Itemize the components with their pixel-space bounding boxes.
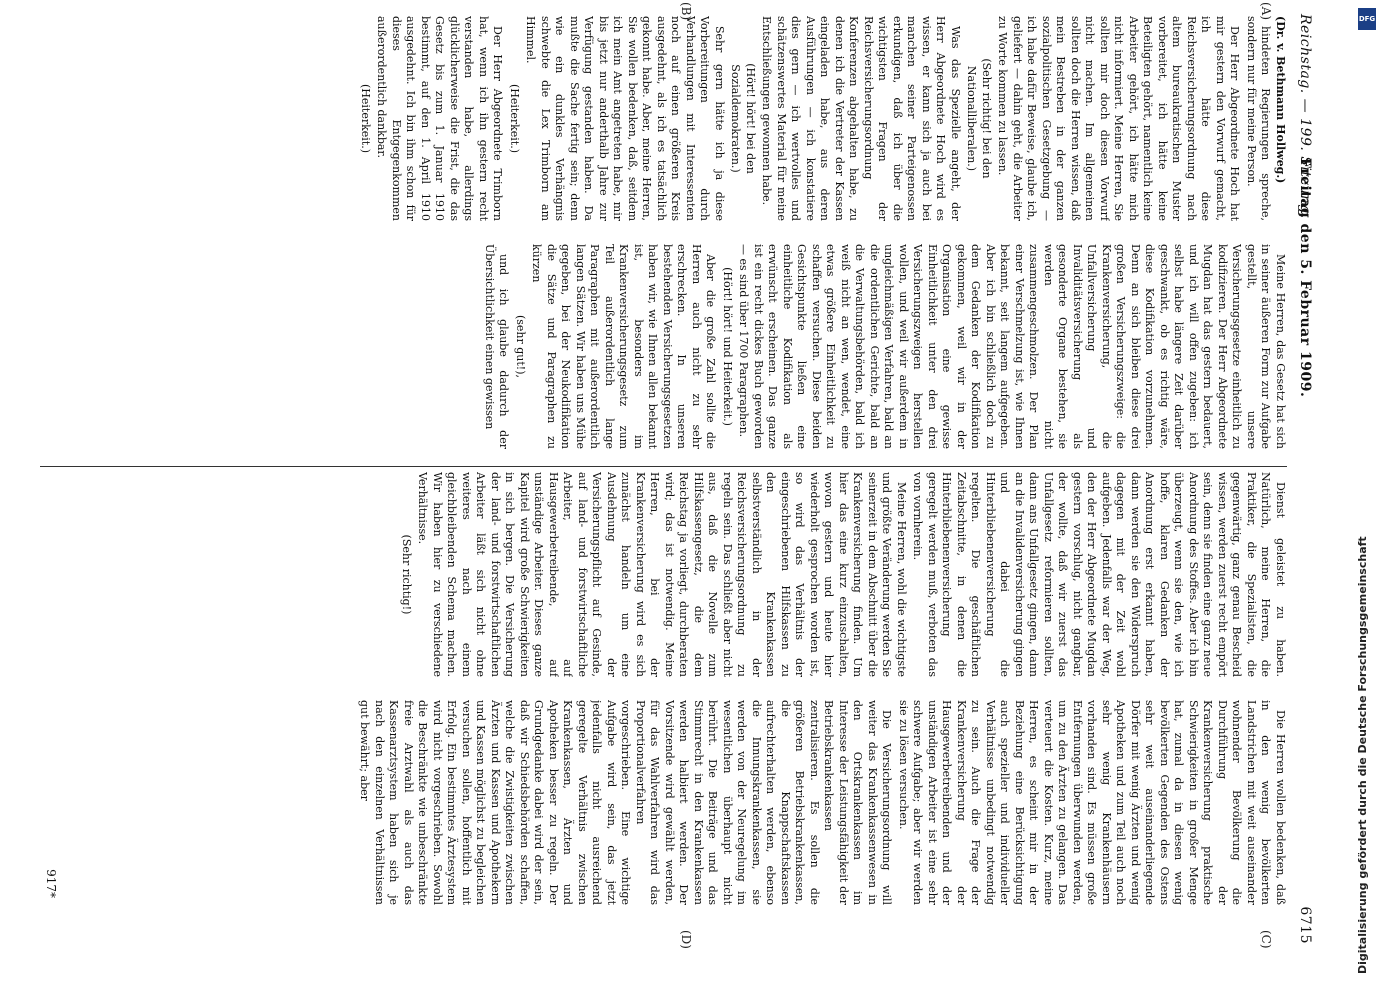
digitization-credit [1354,15,1382,974]
paragraph: Sehr gern hätte ich ja diese Vorbereitungen durch Verhandlungen mit Interessenten noch auf einen größeren Kreis ausgedehnt, als ich es tatsächlich gekonnt habe. Aber, meine Herren, Sie wollen bedenken, daß, seitdem ich mein Amt angetreten habe, mir bis jetzt nur anderthalb Jahre zur Verfügung gestanden haben. Da mußte die Sache fertig sein; denn wie ein dunkles Verhängnis schwebte die Lex Trimborn am Himmel. [524,16,726,221]
column-divider [40,466,1287,467]
dfg-logo: DFG [1358,8,1376,30]
paragraph: (Heiterkeit.) [508,83,521,153]
text-column-1 [47,16,1287,221]
paragraph: (Hört! hört! und Heiterkeit.) [721,267,734,426]
margin-mark-a: (A) [1259,2,1273,21]
credit-text: Digitalisierung gefördert durch die Deutsche Forschungsgemeinschaft [1356,536,1369,974]
paragraph: Der Herr Abgeordnete Trimborn hat, wenn ich ihn gestern recht verstanden habe, allerdings glücklicherweise die Frist, die das Gesetz bis zum 1. Januar 1910 bestimmt, auf den 1. April 1910 ausgedehnt. Ich bin ihm schon für dieses Entgegenkommen außerordentlich dankbar. [375,16,505,221]
sheet-number: 917* [44,869,58,898]
paragraphs [358,16,1273,221]
text-column-2 [47,244,1287,449]
margin-mark-b: (B) [679,2,693,21]
margin-mark-d: (D) [679,930,693,949]
paragraph: Meine Herren, das Gesetz hat sich in seiner äußeren Form zur Aufgabe gestellt, unsere Versicherungsgesetze einheitlich zu kodifizieren. Der Herr Abgeordnete Mugdan hat das gestern bedauert, und ich will offen zugeben: ich selbst habe längere Zeit darüber geschwankt, ob es richtig wäre, diese Kodifikation vorzunehmen. Denn an sich bleiben diese drei großen Versicherungszweige: die Krankenversicherung, die Unfallversicherung und Invaliditätsversicherung als gesonderte Organe bestehen, sie werden nicht zusammengeschmolzen. Der Plan einer Verschmelzung ist, wie Ihnen bekannt, seit langem aufgegeben. Aber ich bin schließlich doch zu dem Gedanken der Kodifikation gekommen, weil wir in der Organisation eine gewisse Einheitlichkeit unter den drei Versicherungszweigen herstellen wollen, und weil wir außerdem in ungleichmäßigen Verfahren, bald an die ordentlichen Gerichte, bald an die Verwaltungsbehörden, bald ich weiß nicht an wen, wendet, eine etwas größere Einheitlichkeit zu schaffen versuchen. Diese beiden Gesichtspunkte ließen eine einheitliche Kodifikation als erwünscht erscheinen. Das ganze ist ein recht dickes Buch geworden — es sind über 1700 Paragraphen. [737,244,1287,449]
paragraph: Was das Spezielle angeht, der Herr Abgeordnete Hoch wird es wissen, er kann sich ja auch bei manchen seiner Parteigenossen erkundigen, daß ich über die wichtigsten Fragen der Reichsversicherungsordnung Konferenzen abgehalten habe, zu denen ich die Vertreter der Kassen eingeladen habe, aus deren Ausführungen — ich konstatiere dies gern — ich wertvolles und schätzenswertes Material für meine Entschließungen gewonnen habe. [760,16,962,221]
paragraph: Meine Herren, wohl die wichtigste und größte Veränderung werden Sie seinerzeit in dem Abschnitt über die Krankenversicherung finden. Um hier das eine kurz einzuschalten, wovon gestern und heute hier wiederholt gesprochen worden ist, so wird das Verhältnis der eingeschriebenen Hilfskassen zu den Krankenkassen selbstverständlich in der Reichsversicherungsordnung zu regeln sein. Das schließt aber nicht aus, daß die Novelle zum Hilfskassengesetz, die dem Reichstag ja vorliegt, durchberaten wird; das ist notwendig. Meine Herren, bei der Krankenversicherung wird es sich zunächst handeln um eine Ausdehnung der Versicherungspflicht auf Gesinde, auf land- und forstwirtschaftliche Arbeiter, auf Hausgewerbetreibende, auf unständige Arbeiter. Dieses ganze Kapitel wird große Schwierigkeiten in sich bergen. Die Versicherung der land- und forstwirtschaftlichen Arbeiter läßt sich nicht ohne weiteres nach einem gleichbleibenden Schema machen. Wir haben hier zu verschiedene Verhältnisse. [416,472,908,677]
margin-mark-c: (C) [1259,930,1273,949]
text-column-4 [47,700,1287,905]
speaker-name: (Dr. v. Bethmann Hollweg.) [1274,16,1287,184]
paragraph: (Heiterkeit.) [359,83,372,153]
paragraph: Aber die große Zahl sollte die Herren auch nicht zu sehr erschrecken. In unseren bestehenden Versicherungsgesetzen haben wir, wie Ihnen allen bekannt ist, besonders im Krankenversicherungsgesetz zum Teil außerordentlich lange Paragraphen mit außerordentlich langen Sätzen. Wir haben uns Mühe gegeben, bei der Neukodifikation die Sätze und Paragraphen zu kürzen [530,244,718,449]
paragraph: (Sehr richtig! bei den Nationalliberalen.) [965,58,993,179]
paragraph: und ich glaube dadurch der Übersichtlichkeit einen gewissen [483,244,511,449]
paragraph: (Hört! hört! bei den Sozialdemokraten.) [729,63,757,174]
paragraph: Die Versicherungsordnung will weiter das Krankenkassenwesen in den Ortskrankenkassen im Interesse der Leistungsfähigkeit der Betriebskrankenkassen zentralisieren. Es sollen die größeren Betriebskrankenkassen, die Knappschaftskassen aufrechterhalten werden, ebenso die Innungskrankenkassen, sie werden von der Neuregelung im wesentlichen überhaupt nicht berührt. Die Beiträge und das Stimmrecht in den Krankenkassen werden halbiert werden. Der Vorsitzende wird gewählt werden, für das Wahlverfahren wird das Proportionalverfahren vorgeschrieben. Eine wichtige Aufgabe wird sein, das jetzt jedenfalls nicht ausreichend geregelte Verhältnis zwischen Krankenkassen, Ärzten und Apotheken besser zu regeln. Der Grundgedanke dabei wird der sein, daß wir Schiedsbehörden schaffen, welche die Zwistigkeiten zwischen Ärzten und Kassen und Apothekern und Kassen möglichst zu begleichen versuchen sollen, hoffentlich mit Erfolg. Ein bestimmtes Ärztesystem wird nicht vorgeschrieben. Sowohl die Beschränkte wie unbeschränkte freie Arztwahl als auch das Kassenarztsystem haben sich je nach den einzelnen Verhältnissen gut bewährt; aber [358,700,894,905]
page-number: 6715 [1297,906,1313,944]
paragraph: (Sehr richtig!) [400,534,413,615]
paragraph: (sehr gut!), [514,314,527,379]
paragraph: Dienst geleistet zu haben. Natürlich, meine Herren, die Praktiker, die Spezialisten, die gegenwärtig, ganz genau Bescheid wissen, werden zuerst recht empört sein, denn sie finden eine ganz neue Anordnung des Stoffes. Aber ich bin überzeugt, wenn sie den, wie ich hoffe, klaren Gedanken der Anordnung erst erkannt haben, dann werden sie den Widerspruch dagegen mit der Zeit wohl aufgeben. Jedenfalls war der Weg, den der Herr Abgeordnete Mugdan gestern vorschlug, nicht gangbar, der wollte, daß wir zuerst das Unfallgesetz reformieren sollten, dann ans Unfallgesetz gingen, dann an die Invalidenversicherung gingen und dabei die Hinterbliebenenversicherung regelten. Die geschäftlichen Zeitabschnitte, in denen die Hinterbliebenenversicherung geregelt werden muß, verboten das von vornherein. [911,472,1287,677]
paragraph: Der Herr Abgeordnete Hoch hat mir gestern den Vorwurf gemacht, ich hätte diese Reichsversicherungsordnung nach altem bureaukratischen Muster vorbereitet, ich hätte keine Beteiligten gehört, namentlich keine Arbeiter gehört, ich hätte mich nicht informiert. Meine Herren, Sie sollten mir doch diesen Vorwurf nicht machen. Im allgemeinen sollten doch die Herren wissen, daß mein Bestreben in der ganzen sozialpolitischen Gesetzgebung — ich habe dafür Beweise, glaube ich, geliefert — dahin geht, die Arbeiter zu Worte kommen zu lassen. [996,16,1242,221]
text-column-3 [47,472,1287,677]
paragraph: hindeten Regierungen spreche, sondern nur für meine Person. [1245,16,1273,221]
header-date: Freitag den 5. Februar 1909. [1297,158,1313,398]
header-left: Reichstag. — 199. Sitzung. [1297,14,1313,219]
running-header [1291,8,1321,950]
paragraph: Die Herren wollen bedenken, daß in den wenig bevölkerten Landstrichen mit weit auseinander wohnender Bevölkerung die Durchführung der Krankenversicherung praktische Schwierigkeiten in großer Menge hat, zumal da in diesen wenig bevölkerten Gegenden des Ostens sehr weit auseinanderliegende Dörfer mit wenig Ärzten und wenig Apotheken und zum Teil auch noch sehr wenig Krankenhäusern vorhanden sind. Es müssen große Entfernungen überwunden werden, um zu den Ärzten zu gelangen. Das verteuert die Kosten. Kurz, meine Herren, es scheint mir in der Beziehung eine Berücksichtigung auch spezieller und individueller Verhältnisse unbedingt notwendig zu sein. Auch die Frage der Krankenversicherung der Hausgewerbetreibenden und der unständigen Arbeiter ist eine sehr schwere Aufgabe; aber wir werden sie zu lösen versuchen. [897,700,1287,905]
